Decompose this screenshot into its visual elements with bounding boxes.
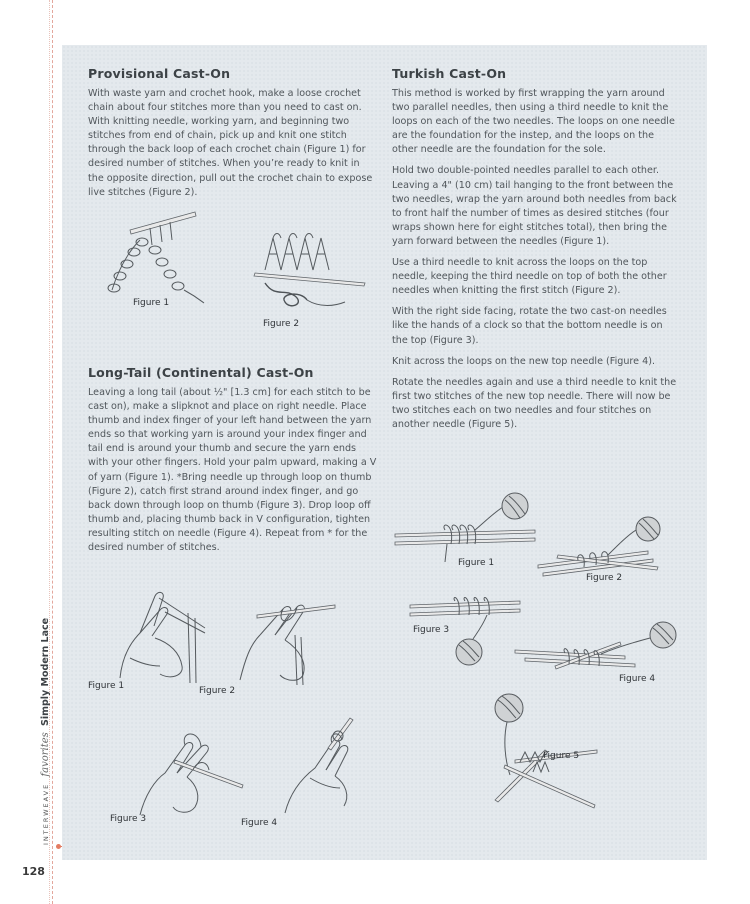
long-tail-figure-3-illustration [135, 725, 245, 820]
figure-caption: Figure 3 [110, 814, 147, 824]
long-tail-figure-1-illustration [110, 588, 215, 683]
turkish-figure-5-illustration [485, 690, 600, 810]
paragraph: Leaving a long tail (about ½" [1.3 cm] for each stitch to be cast on), make a slipknot and place on right needle. Place thumb and index finger of your left hand between the yarn ends so that working yarn is around your index finger and tail end is around your thumb and secure the yarn ends with your other fingers. Hold your palm upward, making a V of yarn (Figure 1). *Bring needle up through loop on thumb (Figure 2), catch first strand around index finger, and go back down through loop on thumb (Figure 3). Drop loop off thumb and, placing thumb back in V configuration, tighten resulting stitch on needle (Figure 4). Repeat from * for the desired number of stitches. [88, 387, 377, 554]
figure-caption: Figure 1 [133, 298, 170, 308]
figure-caption: Figure 2 [199, 686, 236, 696]
turkish-figure-2-illustration [538, 515, 668, 580]
figure-caption: Figure 1 [458, 558, 495, 568]
page-number: 128 [22, 865, 45, 878]
section-turkish-cast-on [392, 66, 680, 439]
long-tail-figure-2-illustration [235, 595, 340, 685]
paragraph: Rotate the needles again and use a third needle to knit the first two stitches of the new top needle. There will now be two stitches each on two needles and four stitches on another needle (Figure 5). [392, 376, 677, 430]
paragraph: Knit across the loops on the new top needle (Figure 4). [392, 355, 656, 367]
paragraph: With the right side facing, rotate the two cast-on needles like the hands of a clock so that the bottom needle is on the top (Figure 3). [392, 306, 667, 346]
figure-caption: Figure 4 [241, 818, 278, 828]
provisional-figure-2-illustration [245, 228, 370, 313]
long-tail-figure-4-illustration [280, 718, 390, 818]
section-heading: Turkish Cast-On [392, 66, 507, 81]
section-heading: Provisional Cast-On [88, 66, 231, 81]
running-footer [40, 618, 51, 845]
figure-caption: Figure 2 [263, 319, 300, 329]
section-heading: Long-Tail (Continental) Cast-On [88, 365, 314, 380]
section-provisional-cast-on [88, 66, 378, 207]
section-long-tail-cast-on [88, 365, 378, 562]
paragraph: Use a third needle to knit across the loops on the top needle, keeping the third needle on top of both the other needles when knitting the first stitch (Figure 2). [392, 257, 667, 297]
turkish-figure-4-illustration [515, 618, 680, 678]
margin-rule [52, 0, 53, 904]
paragraph: With waste yarn and crochet hook, make a loose crochet chain about four stitches more than you need to cast on. With knitting needle, working yarn, and beginning two stitches from end of chain, pick up and knit one stitch through the back loop of each crochet chain (Figure 1) for desired number of stitches. When you’re ready to knit in the opposite direction, pull out the crochet chain to expose live stitches (Figure 2). [88, 88, 373, 198]
figure-caption: Figure 4 [619, 674, 656, 684]
provisional-figure-1-illustration [100, 210, 210, 305]
figure-caption: Figure 5 [543, 751, 580, 761]
paragraph: Hold two double-pointed needles parallel to each other. Leaving a 4" (10 cm) tail hanging to the front between the two needles, wrap the yarn around both needles from back to front half the number of times as desired stitches (four wraps shown here for eight stitches total), then bring the yarn forward between the needles (Figure 1). [392, 165, 677, 247]
paragraph: This method is worked by first wrapping the yarn around two parallel needles, then using a third needle to knit the loops on each of the two needles. The loops on one needle are the foundation for the instep, and the loops on the other needle are the foundation for the sole. [392, 88, 675, 156]
figure-caption: Figure 1 [88, 681, 125, 691]
series-name: favorites [40, 732, 51, 777]
figure-caption: Figure 3 [413, 625, 450, 635]
figure-caption: Figure 2 [586, 573, 623, 583]
book-title: Simply Modern Lace [40, 617, 51, 726]
publisher-name: INTERWEAVE [42, 782, 50, 845]
